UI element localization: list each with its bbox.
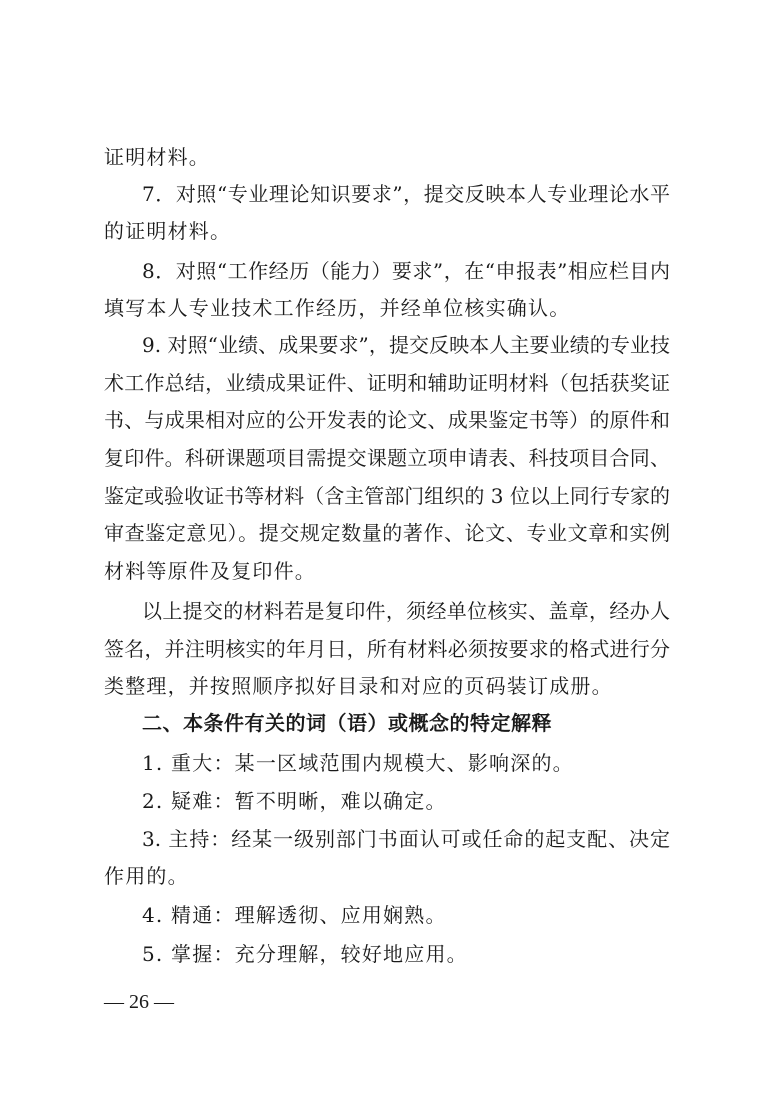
- text-line: 7．对照“专业理论知识要求”，提交反映本人专业理论水平: [142, 182, 670, 206]
- text-line: 书、与成果相对应的公开发表的论文、成果鉴定书等）的原件和: [104, 408, 670, 432]
- text-line: 签名，并注明核实的年月日，所有材料必须按要求的格式进行分: [104, 637, 670, 661]
- text-line: 8．对照“工作经历（能力）要求”，在“申报表”相应栏目内: [142, 259, 670, 283]
- page-number: — 26 —: [104, 991, 174, 1013]
- text-line: 的证明材料。: [104, 219, 232, 243]
- text-line: 5. 掌握：充分理解，较好地应用。: [142, 942, 468, 966]
- text-line: 3. 主持：经某一级别部门书面认可或任命的起支配、决定: [142, 827, 670, 851]
- text-line: 鉴定或验收证书等材料（含主管部门组织的 3 位以上同行专家的: [104, 484, 670, 508]
- text-line: 9. 对照“业绩、成果要求”，提交反映本人主要业绩的专业技: [142, 333, 670, 357]
- section-heading: 二、本条件有关的词（语）或概念的特定解释: [142, 711, 552, 735]
- text-line: 1. 重大：某一区域范围内规模大、影响深的。: [142, 751, 574, 775]
- text-line: 术工作总结，业绩成果证件、证明和辅助证明材料（包括获奖证: [104, 371, 670, 395]
- text-line: 2. 疑难：暂不明晰，难以确定。: [142, 789, 447, 813]
- text-line: 证明材料。: [104, 145, 210, 169]
- text-line: 审查鉴定意见）。提交规定数量的著作、论文、专业文章和实例: [104, 521, 670, 545]
- text-line: 类整理，并按照顺序拟好目录和对应的页码装订成册。: [104, 674, 613, 698]
- text-line: 复印件。科研课题项目需提交课题立项申请表、科技项目合同、: [104, 446, 670, 470]
- text-line: 作用的。: [104, 864, 189, 888]
- text-line: 填写本人专业技术工作经历，并经单位核实确认。: [104, 296, 571, 320]
- text-line: 4. 精通：理解透彻、应用娴熟。: [142, 903, 447, 927]
- text-line: 材料等原件及复印件。: [104, 559, 316, 583]
- text-line: 以上提交的材料若是复印件，须经单位核实、盖章，经办人: [142, 599, 670, 623]
